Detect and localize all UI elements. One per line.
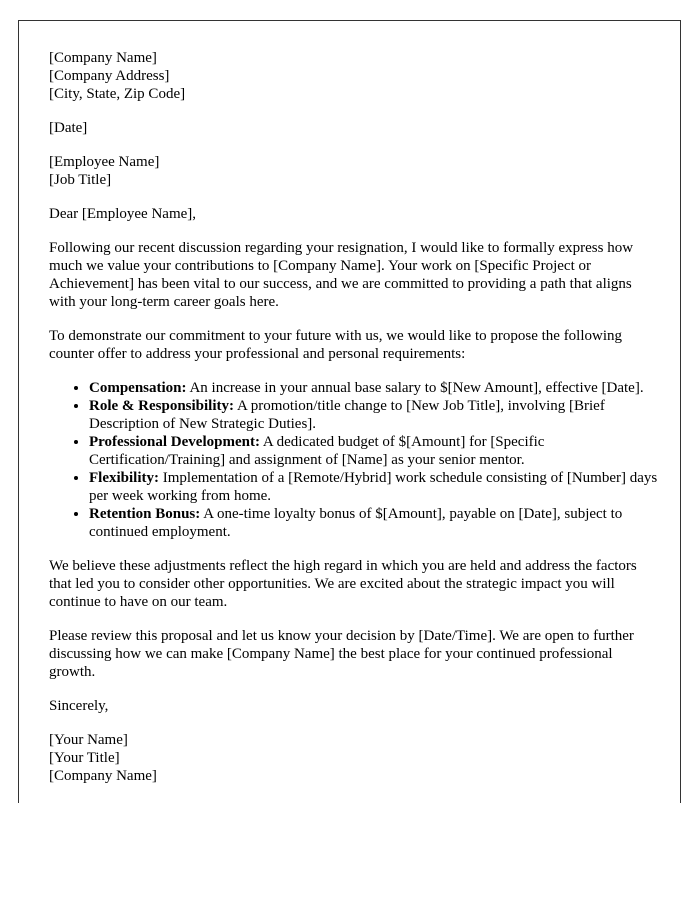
salutation: Dear [Employee Name], [49, 206, 197, 222]
counter-offer-list [49, 379, 660, 541]
signature-block [49, 731, 660, 785]
letter-page [18, 20, 681, 803]
letter-date: [Date] [49, 120, 88, 136]
offer-item-development [89, 433, 660, 469]
offer-item-label: Role & Responsibility: [89, 398, 235, 414]
closing-paragraph: We believe these adjustments reflect the high regard in which you are held and address the factors that led you to consider other opportunities. We are excited about the strategic impact you will continue to have on our team. [49, 558, 637, 610]
sender-company-name: [Company Name] [49, 50, 157, 66]
sender-company-address: [Company Address] [49, 68, 170, 84]
offer-item-text: Implementation of a [Remote/Hybrid] work schedule consisting of [Number] days per week working from home. [89, 470, 658, 504]
signer-company: [Company Name] [49, 768, 157, 784]
offer-item-label: Flexibility: [89, 470, 159, 486]
offer-item-retention-bonus [89, 505, 660, 541]
offer-item-text: A dedicated budget of $[Amount] for [Specific Certification/Training] and assignment of [Name] as your senior mentor. [89, 434, 545, 468]
recipient-name: [Employee Name] [49, 154, 160, 170]
offer-item-role [89, 397, 660, 433]
signoff: Sincerely, [49, 698, 109, 714]
recipient-block [49, 153, 660, 189]
recipient-job-title: [Job Title] [49, 172, 112, 188]
offer-item-text: An increase in your annual base salary to $[New Amount], effective [Date]. [186, 380, 644, 396]
offer-item-label: Professional Development: [89, 434, 260, 450]
offer-item-flexibility [89, 469, 660, 505]
body-paragraph: To demonstrate our commitment to your future with us, we would like to propose the following counter offer to address your professional and personal requirements: [49, 328, 623, 362]
offer-item-text: A promotion/title change to [New Job Title], involving [Brief Description of New Strategic Duties]. [89, 398, 605, 432]
body-paragraph: Following our recent discussion regarding your resignation, I would like to formally express how much we value your contributions to [Company Name]. Your work on [Specific Project or Achievement] has been vital to our success, and we are committed to providing a path that aligns with your long-term career goals here. [49, 240, 634, 310]
signer-title: [Your Title] [49, 750, 120, 766]
offer-item-text: A one-time loyalty bonus of $[Amount], payable on [Date], subject to continued employment. [89, 506, 623, 540]
sender-city-state-zip: [City, State, Zip Code] [49, 86, 186, 102]
offer-item-label: Compensation: [89, 380, 187, 396]
sender-address-block [49, 49, 660, 103]
closing-paragraph: Please review this proposal and let us know your decision by [Date/Time]. We are open to further discussing how we can make [Company Name] the best place for your continued professional growth. [49, 628, 634, 680]
offer-item-label: Retention Bonus: [89, 506, 201, 522]
signer-name: [Your Name] [49, 732, 128, 748]
offer-item-compensation [89, 379, 660, 397]
